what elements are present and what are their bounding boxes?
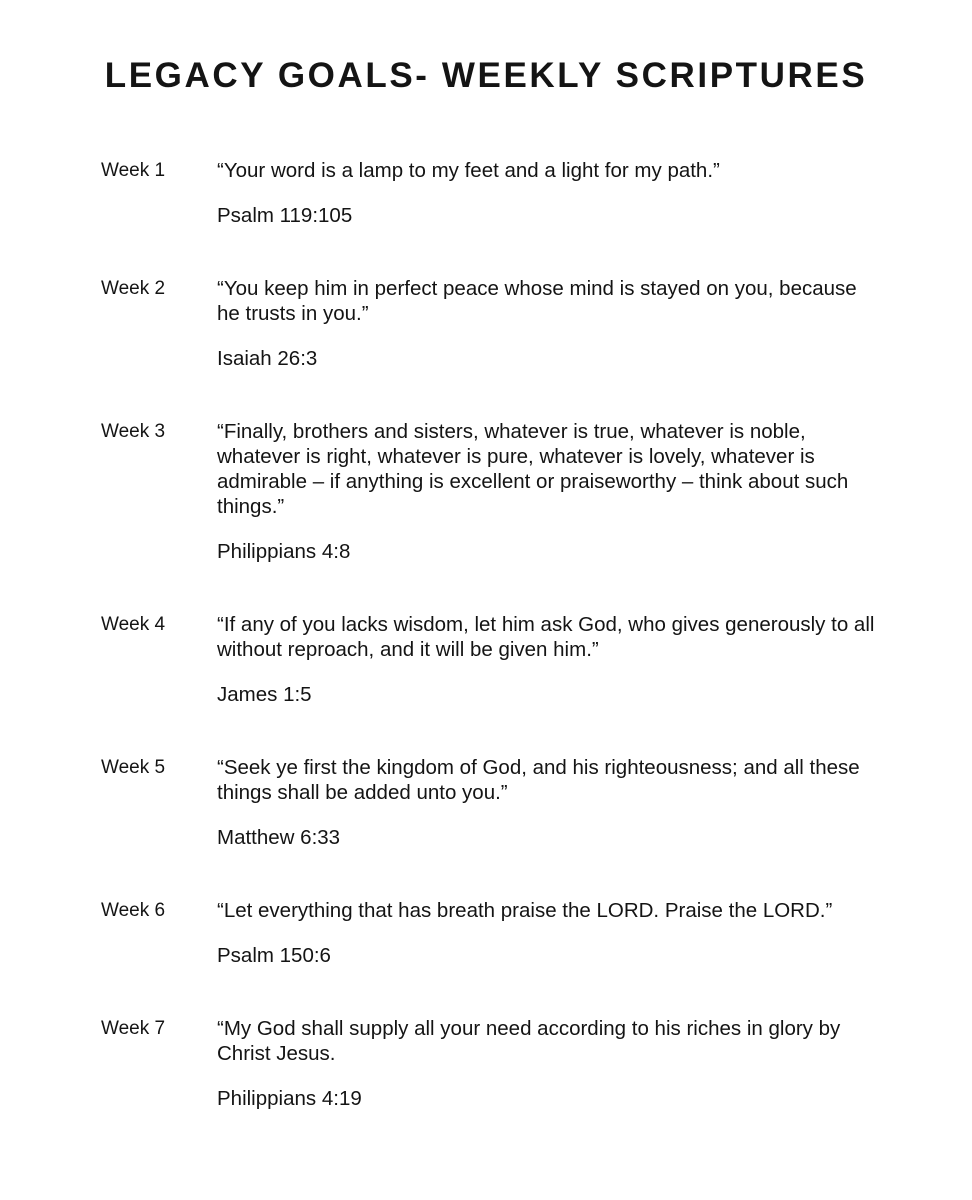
- verse-reference: Philippians 4:19: [217, 1087, 362, 1110]
- page-title: LEGACY GOALS- WEEKLY SCRIPTURES: [104, 56, 868, 95]
- verse-reference: Psalm 119:105: [217, 204, 353, 227]
- week-label: Week 1: [101, 160, 166, 181]
- week-label: Week 4: [101, 614, 166, 635]
- verse-text: “Let everything that has breath praise the LORD. Praise the LORD.”: [217, 899, 833, 922]
- verse-text: “If any of you lacks wisdom, let him ask God, who gives generously to all without reproach, and it will be given him.”: [217, 613, 875, 661]
- verse-reference: Isaiah 26:3: [217, 347, 318, 370]
- week-label: Week 5: [101, 757, 166, 778]
- week-label: Week 7: [101, 1018, 166, 1039]
- verse-text: “Your word is a lamp to my feet and a light for my path.”: [217, 159, 720, 182]
- verse-text: “Seek ye first the kingdom of God, and his righteousness; and all these things shall be added unto you.”: [217, 756, 860, 804]
- verse-text: “My God shall supply all your need according to his riches in glory by Christ Jesus.: [217, 1017, 841, 1065]
- week-label: Week 3: [101, 421, 166, 442]
- verse-reference: Matthew 6:33: [217, 826, 341, 849]
- verse-reference: James 1:5: [217, 683, 312, 706]
- verse-text: “Finally, brothers and sisters, whatever is true, whatever is noble, whatever is right, whatever is pure, whatever is lovely, whatever is admirable – if anything is excellent or praiseworthy – think about such things.”: [217, 420, 849, 518]
- week-label: Week 2: [101, 278, 166, 299]
- verse-text: “You keep him in perfect peace whose mind is stayed on you, because he trusts in you.”: [217, 277, 857, 325]
- verse-reference: Philippians 4:8: [217, 540, 351, 563]
- verse-reference: Psalm 150:6: [217, 944, 331, 967]
- week-label: Week 6: [101, 900, 166, 921]
